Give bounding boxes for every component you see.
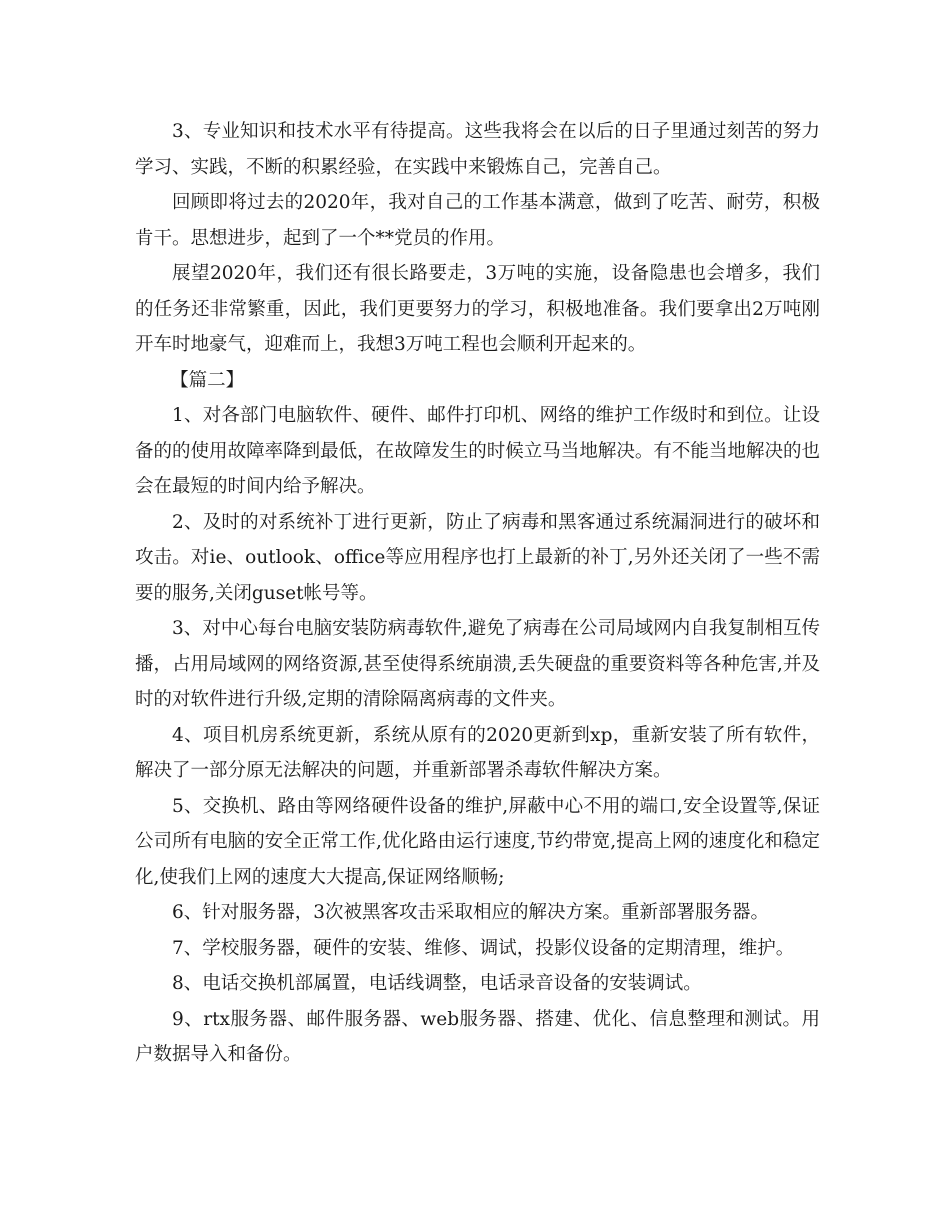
list-item: 6、针对服务器，3次被黑客攻击采取相应的解决方案。重新部署服务器。 <box>172 902 770 923</box>
list-item: 4、项目机房系统更新，系统从原有的2020更新到xp，重新安装了所有软件，解决了一部分原无法解决的问题，并重新部署杀毒软件解决方案。 <box>135 724 820 781</box>
section-heading: 【篇二】 <box>170 369 245 391</box>
paragraph: 展望2020年，我们还有很长路要走，3万吨的实施，设备隐患也会增多，我们的任务还非常繁重，因此，我们更要努力的学习，积极地准备。我们要拿出2万吨刚开车时地豪气，迎难而上，我想3万吨工程也会顺利开起来的。 <box>135 263 820 355</box>
list-item: 1、对各部门电脑软件、硬件、邮件打印机、网络的维护工作级时和到位。让设备的的使用故障率降到最低，在故障发生的时候立马当地解决。有不能当地解决的也会在最短的时间内给予解决。 <box>135 405 820 497</box>
paragraph: 回顾即将过去的2020年，我对自己的工作基本满意，做到了吃苦、耐劳，积极肯干。思想进步，起到了一个**党员的作用。 <box>135 192 820 249</box>
list-item: 8、电话交换机部属置，电话线调整，电话录音设备的安装调试。 <box>172 973 702 994</box>
list-item: 7、学校服务器，硬件的安装、维修、调试，投影仪设备的定期清理，维护。 <box>172 937 795 959</box>
list-item: 2、及时的对系统补丁进行更新，防止了病毒和黑客通过系统漏洞进行的破坏和攻击。对ie、outlook、office等应用程序也打上最新的补丁,另外还关闭了一些不需要的服务,关闭guset帐号等。 <box>135 511 820 604</box>
document-body <box>135 114 820 1073</box>
list-item: 3、对中心每台电脑安装防病毒软件,避免了病毒在公司局域网内自我复制相互传播，占用局域网的网络资源,甚至使得系统崩溃,丢失硬盘的重要资料等各种危害,并及时的对软件进行升级,定期的清除隔离病毒的文件夹。 <box>135 618 820 710</box>
list-item: 5、交换机、路由等网络硬件设备的维护,屏蔽中心不用的端口,安全设置等,保证公司所有电脑的安全正常工作,优化路由运行速度,节约带宽,提高上网的速度化和稳定化,使我们上网的速度大大提高,保证网络顺畅; <box>135 795 820 888</box>
list-item: 9、rtx服务器、邮件服务器、web服务器、搭建、优化、信息整理和测试。用户数据导入和备份。 <box>135 1008 820 1065</box>
paragraph: 3、专业知识和技术水平有待提高。这些我将会在以后的日子里通过刻苦的努力学习、实践，不断的积累经验，在实践中来锻炼自己，完善自己。 <box>135 121 820 178</box>
